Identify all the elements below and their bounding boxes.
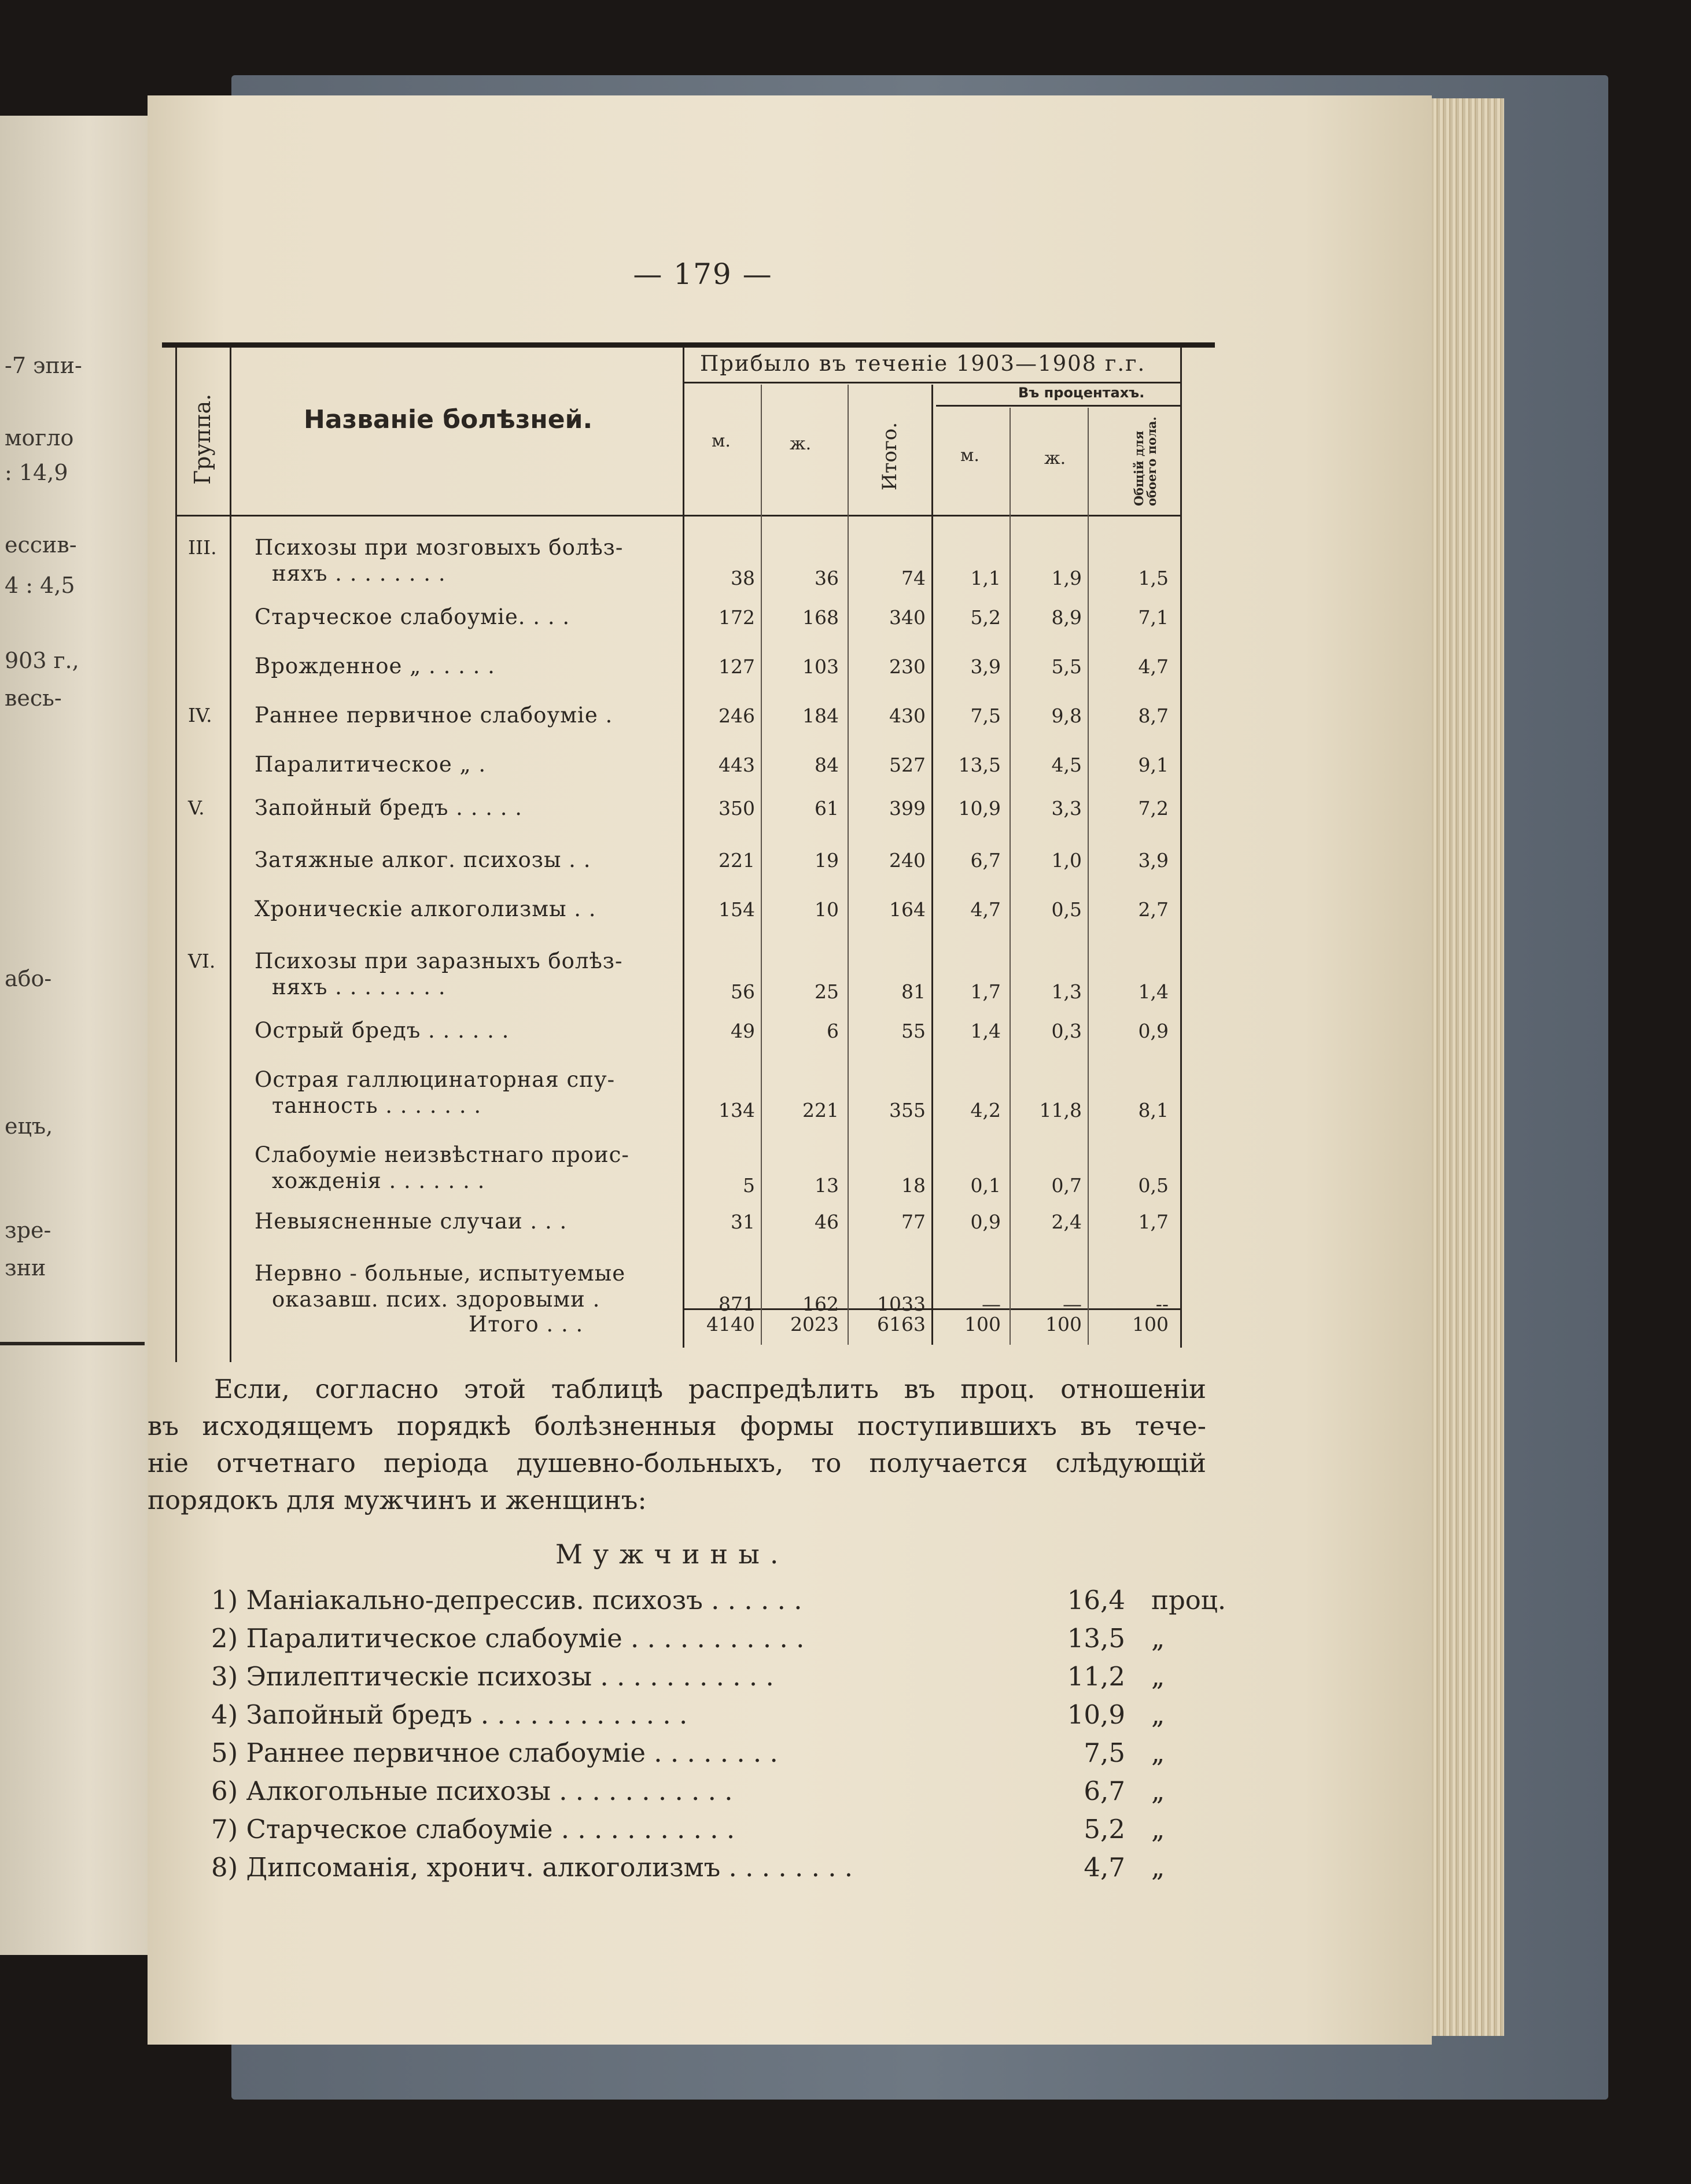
item-unit: проц. [1151,1585,1226,1615]
paragraph-line: ніе отчетнаго періода душевно-больныхъ, то получается слѣдующій [148,1448,1206,1478]
col-zh-header: ж. [790,434,812,454]
item-label: 5) Раннее первичное слабоуміе . . . . . . . . [211,1737,778,1768]
cell-zh: 36 [815,567,839,589]
item-value: 4,7 [1084,1852,1125,1883]
total-label: Итого . . . [469,1312,584,1337]
row-group: IV. [188,704,212,726]
item-label: 3) Эпилептическіе психозы . . . . . . . . . . . [211,1661,774,1692]
cell-pzh: 9,8 [1051,704,1082,727]
cell-zh: 221 [802,1099,839,1121]
row-name: Нервно - больные, испытуемые [255,1261,626,1286]
super-header-rule [683,382,1180,383]
item-unit: „ [1151,1737,1165,1768]
cell-pboth: 1,4 [1138,980,1169,1003]
item-unit: „ [1151,1661,1165,1692]
cell-total: 527 [889,754,926,776]
col-pboth-header: Общій для обоего пола. [1132,416,1159,506]
left-fragment: ецъ, [5,1113,53,1139]
percent-header: Въ процентахъ. [1018,385,1145,401]
cell-pzh: 8,9 [1051,606,1082,629]
col-divider [1010,408,1011,1345]
cell-pboth: 7,2 [1138,797,1169,820]
item-value: 16,4 [1067,1585,1125,1615]
men-list-item [211,1623,1206,1660]
cell-total: 230 [889,655,926,678]
cell-pboth: 4,7 [1138,655,1169,678]
cell-zh: 13 [815,1174,839,1197]
cell-pm: 7,5 [970,704,1001,727]
paragraph-line: въ исходящемъ порядкѣ болѣзненныя формы поступившихъ въ тече- [148,1411,1206,1441]
item-unit: „ [1151,1852,1165,1883]
left-fragment: -7 эпи- [5,353,82,378]
cell-pm: 4,2 [970,1099,1001,1121]
row-name: Затяжные алког. психозы . . [255,847,591,872]
cell-pzh: 0,5 [1051,898,1082,921]
col-pzh-header: ж. [1044,448,1066,468]
cell-m: 221 [719,849,755,872]
row-name: танность . . . . . . . [272,1093,482,1118]
item-value: 5,2 [1084,1814,1125,1844]
cell-total: 18 [901,1174,926,1197]
men-list-item [211,1776,1206,1813]
item-label: 4) Запойный бредъ . . . . . . . . . . . . . [211,1699,688,1730]
row-name: няхъ . . . . . . . . [272,561,446,586]
total-cell-pzh: 100 [1045,1313,1082,1336]
cell-m: 443 [719,754,755,776]
cell-pboth: 0,9 [1138,1020,1169,1042]
men-heading: Мужчины. [555,1539,789,1570]
item-label: 7) Старческое слабоуміе . . . . . . . . . . . [211,1814,735,1844]
cell-total: 430 [889,704,926,727]
cell-pm: 1,7 [970,980,1001,1003]
cell-m: 127 [719,655,755,678]
item-value: 6,7 [1084,1776,1125,1806]
paragraph-line: порядокъ для мужчинъ и женщинъ: [148,1485,647,1515]
cell-pm: — [982,1293,1001,1315]
row-name: Врожденное „ . . . . . [255,654,495,678]
row-name: Острый бредъ . . . . . . [255,1018,510,1043]
row-group: III. [188,536,217,559]
cell-total: 240 [889,849,926,872]
total-cell-total: 6163 [877,1313,926,1336]
cell-pzh: 1,9 [1051,567,1082,589]
row-name: Психозы при мозговыхъ болѣз- [255,535,624,560]
cell-m: 154 [719,898,755,921]
cell-m: 38 [731,567,755,589]
name-column-divider [683,347,684,1348]
cell-total: 55 [901,1020,926,1042]
left-fragment: : 14,9 [5,460,68,485]
cell-m: 350 [719,797,755,820]
cell-pm: 5,2 [970,606,1001,629]
percent-header-rule [936,405,1180,407]
cell-pboth: 3,9 [1138,849,1169,872]
cell-m: 31 [731,1211,755,1233]
total-cell-m: 4140 [706,1313,755,1336]
group-column-divider [230,347,231,1362]
cell-pboth: 2,7 [1138,898,1169,921]
men-list-item [211,1814,1206,1851]
cell-pzh: 1,3 [1051,980,1082,1003]
cell-total: 77 [901,1211,926,1233]
table-right-border [1180,347,1182,1348]
cell-total: 164 [889,898,926,921]
cell-zh: 19 [815,849,839,872]
cell-pm: 1,1 [970,567,1001,589]
row-name: Старческое слабоуміе. . . . [255,604,570,629]
cell-pzh: 0,3 [1051,1020,1082,1042]
left-fragment: 903 г., [5,648,79,673]
cell-pzh: — [1063,1293,1082,1315]
total-cell-pm: 100 [964,1313,1001,1336]
cell-pm: 0,9 [970,1211,1001,1233]
cell-total: 399 [889,797,926,820]
row-name: Слабоуміе неизвѣстнаго проис- [255,1142,629,1167]
cell-zh: 61 [815,797,839,820]
cell-pboth: 8,7 [1138,704,1169,727]
men-list-item [211,1661,1206,1698]
item-value: 7,5 [1084,1737,1125,1768]
cell-total: 355 [889,1099,926,1121]
cell-pboth: 7,1 [1138,606,1169,629]
cell-pzh: 11,8 [1039,1099,1082,1121]
left-page-rule [0,1342,145,1345]
cell-pzh: 3,3 [1051,797,1082,820]
cell-m: 56 [731,980,755,1003]
cell-zh: 84 [815,754,839,776]
item-unit: „ [1151,1814,1165,1844]
cell-zh: 168 [802,606,839,629]
cell-total: 81 [901,980,926,1003]
cell-pboth: 1,7 [1138,1211,1169,1233]
cell-zh: 103 [802,655,839,678]
table-left-border [175,347,177,1362]
cell-m: 134 [719,1099,755,1121]
row-name: няхъ . . . . . . . . [272,975,446,999]
left-fragment: зре- [5,1218,51,1243]
cell-pzh: 0,7 [1051,1174,1082,1197]
row-group: V. [188,796,205,819]
cell-zh: 184 [802,704,839,727]
row-name: Хроническіе алкоголизмы . . [255,897,596,921]
cell-m: 49 [731,1020,755,1042]
cell-pzh: 4,5 [1051,754,1082,776]
row-name: оказавш. псих. здоровыми . [272,1287,600,1312]
cell-pboth: 0,5 [1138,1174,1169,1197]
cell-pm: 3,9 [970,655,1001,678]
cell-pboth: 9,1 [1138,754,1169,776]
item-unit: „ [1151,1776,1165,1806]
col-m-header: м. [712,431,731,451]
cell-zh: 10 [815,898,839,921]
row-name: Раннее первичное слабоуміе . [255,703,613,728]
item-label: 1) Маніакально-депрессив. психозъ . . . . . . [211,1585,802,1615]
cell-m: 5 [743,1174,755,1197]
cell-total: 340 [889,606,926,629]
cell-pm: 1,4 [970,1020,1001,1042]
cell-total: 74 [901,567,926,589]
cell-pzh: 5,5 [1051,655,1082,678]
cell-pm: 13,5 [958,754,1001,776]
item-label: 6) Алкогольные психозы . . . . . . . . . . . [211,1776,733,1806]
col-divider [1088,408,1089,1345]
cell-pboth: 8,1 [1138,1099,1169,1121]
cell-pboth: 1,5 [1138,567,1169,589]
col-total-header: Итого. [878,422,901,490]
item-value: 13,5 [1067,1623,1125,1654]
paragraph-line: Если, согласно этой таблицѣ распредѣлить въ проц. отношеніи [214,1374,1206,1404]
row-name: хожденія . . . . . . . [272,1168,485,1193]
cell-pzh: 1,0 [1051,849,1082,872]
left-fragment: весь- [5,685,62,711]
total-cell-zh: 2023 [790,1313,839,1336]
cell-pboth: -- [1155,1293,1169,1315]
table-top-rule [162,342,1215,348]
cell-zh: 162 [802,1293,839,1315]
item-unit: „ [1151,1699,1165,1730]
cell-pm: 6,7 [970,849,1001,872]
men-list-item [211,1737,1206,1774]
row-name: Невыясненные случаи . . . [255,1209,568,1234]
cell-pm: 10,9 [958,797,1001,820]
cell-m: 172 [719,606,755,629]
left-fragment: 4 : 4,5 [5,573,75,598]
super-header: Прибыло въ теченіе 1903—1908 г.г. [700,351,1146,376]
left-page [0,116,148,1955]
cell-total: 1033 [877,1293,926,1315]
page-number: — 179 — [633,257,773,291]
item-label: 2) Паралитическое слабоуміе . . . . . . . . . . . [211,1623,805,1654]
left-fragment: ессив- [5,532,77,558]
left-fragment: або- [5,966,52,991]
men-list-item [211,1699,1206,1736]
col-pm-header: м. [960,445,979,466]
cell-zh: 25 [815,980,839,1003]
cell-pm: 4,7 [970,898,1001,921]
group-header: Группа. [190,393,215,485]
body-paragraph [148,1371,1206,1519]
total-cell-pboth: 100 [1132,1313,1169,1336]
item-value: 10,9 [1067,1699,1125,1730]
cell-pm: 0,1 [970,1174,1001,1197]
row-name: Психозы при заразныхъ болѣз- [255,949,623,973]
men-list-item [211,1585,1226,1622]
name-header: Названіе болѣзней. [304,405,593,434]
item-unit: „ [1151,1623,1165,1654]
cell-m: 246 [719,704,755,727]
row-name: Паралитическое „ . [255,752,487,777]
cell-zh: 6 [827,1020,839,1042]
row-name: Острая галлюцинаторная спу- [255,1067,616,1092]
col-divider [848,385,849,1345]
row-group: VI. [188,950,216,972]
item-label: 8) Дипсоманія, хронич. алкоголизмъ . . . . . . . . [211,1852,853,1883]
header-bottom-rule [175,515,1180,517]
row-name: Запойный бредъ . . . . . [255,795,523,820]
col-divider [761,385,762,1345]
men-list-item [211,1852,1206,1889]
cell-pzh: 2,4 [1051,1211,1082,1233]
left-fragment: зни [5,1255,46,1281]
cell-m: 871 [719,1293,755,1315]
cell-zh: 46 [815,1211,839,1233]
item-value: 11,2 [1067,1661,1125,1692]
left-fragment: могло [5,425,74,451]
